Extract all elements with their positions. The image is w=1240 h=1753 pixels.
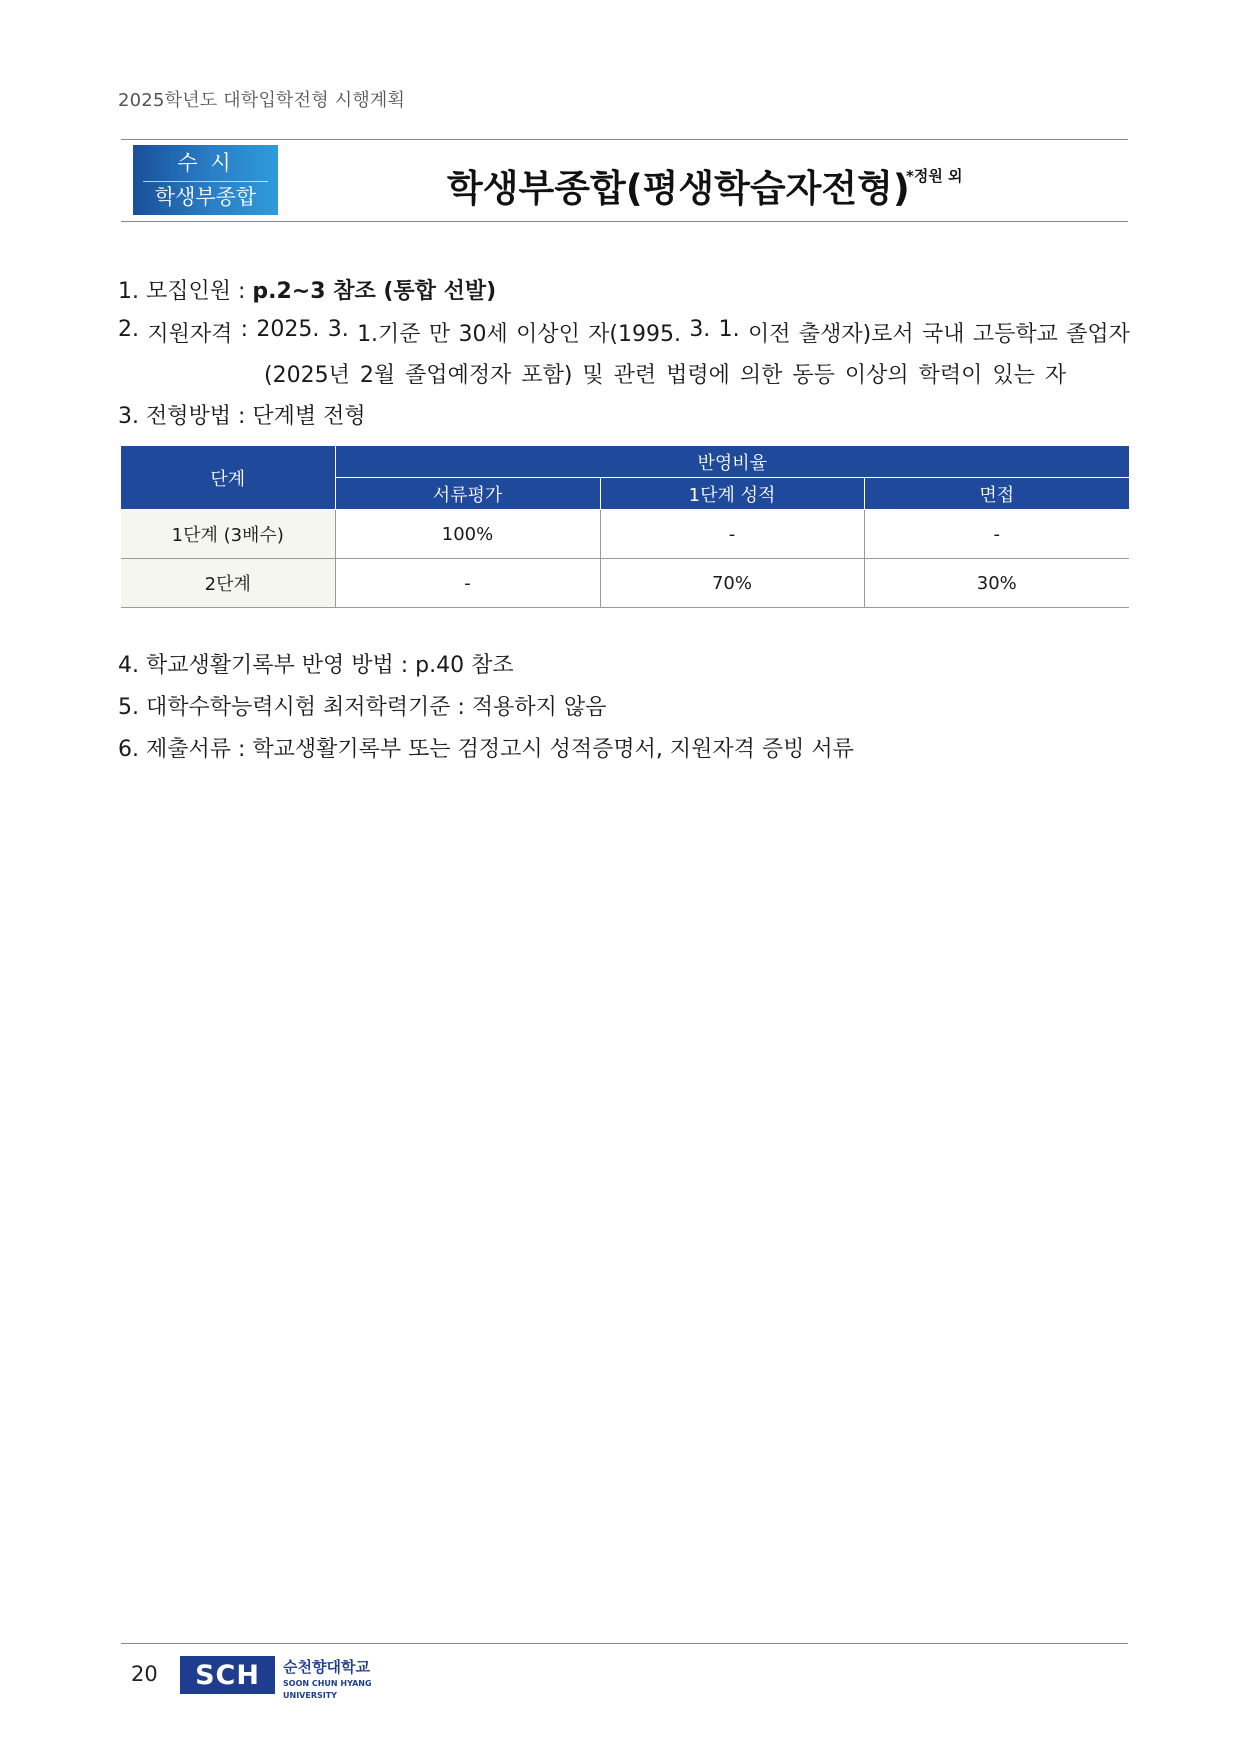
eligibility-word: 3. [689, 317, 711, 342]
header-stage1-score: 1단계 성적 [600, 478, 864, 510]
document-header: 2025학년도 대학입학전형 시행계획 [118, 90, 406, 111]
university-name-en-2: UNIVERSITY [283, 1691, 337, 1700]
university-name-en-1: SOON CHUN HYANG [283, 1679, 372, 1688]
table-row [121, 559, 1129, 608]
eligibility-word: 만 [428, 322, 451, 347]
ratio-table [121, 445, 1129, 608]
eligibility-word: 2025. [256, 317, 320, 342]
table-cell: - [335, 559, 600, 608]
item-eligibility-line2: (2025년 2월 졸업예정자 포함) 및 관련 법령에 의한 동등 이상의 학력이 있는 자 [264, 363, 1067, 388]
page-number: 20 [131, 1662, 158, 1686]
item-recruitment-label: 1. 모집인원 : [118, 279, 253, 304]
page-title: 학생부종합(평생학습자전형) [447, 167, 910, 210]
item-minimum-standard: 5. 대학수학능력시험 최저학력기준 : 적용하지 않음 [118, 695, 607, 720]
top-divider [121, 139, 1128, 140]
eligibility-word: 자(1995. [588, 322, 681, 347]
item-method: 3. 전형방법 : 단계별 전형 [118, 404, 366, 429]
item-documents: 6. 제출서류 : 학교생활기록부 또는 검정고시 성적증명서, 지원자격 증빙 서류 [118, 737, 854, 762]
eligibility-word: 고등학교 [972, 322, 1058, 347]
title-divider [121, 221, 1128, 222]
item-recruitment [118, 274, 496, 305]
eligibility-word: 3. [327, 317, 349, 342]
eligibility-word: 이상인 [516, 322, 580, 347]
badge-line1: 수 시 [177, 151, 234, 175]
title-note: *정원 외 [906, 167, 963, 185]
table-row [121, 510, 1129, 559]
eligibility-word: 이전 [747, 322, 791, 347]
sch-logo [180, 1656, 275, 1694]
eligibility-word: 졸업자 [1066, 322, 1130, 347]
eligibility-word: 지원자격 [147, 322, 233, 347]
header-ratio: 반영비율 [335, 446, 1129, 478]
badge-line2: 학생부종합 [154, 185, 257, 209]
header-stage: 단계 [121, 446, 335, 510]
table-cell: - [864, 510, 1129, 559]
row-stage: 2단계 [121, 559, 335, 608]
eligibility-word: 1.기준 [357, 322, 421, 347]
eligibility-word: 출생자)로서 [798, 322, 914, 347]
eligibility-word: 1. [718, 317, 740, 342]
item-eligibility-line1 [118, 317, 1130, 348]
table-cell: - [600, 510, 864, 559]
table-cell: 30% [864, 559, 1129, 608]
table-cell: 100% [335, 510, 600, 559]
row-stage: 1단계 (3배수) [121, 510, 335, 559]
header-document-eval: 서류평가 [335, 478, 600, 510]
item-record-method: 4. 학교생활기록부 반영 방법 : p.40 참조 [118, 653, 514, 678]
eligibility-word: 30세 [458, 322, 508, 347]
university-name-ko: 순천향대학교 [283, 1658, 370, 1676]
item-recruitment-value: p.2~3 참조 (통합 선발) [252, 279, 497, 304]
university-name [283, 1656, 372, 1701]
eligibility-word: : [240, 317, 249, 342]
logo-text: SCH [195, 1660, 260, 1691]
footer-divider [121, 1643, 1128, 1644]
category-badge [133, 145, 278, 215]
eligibility-word: 국내 [921, 322, 965, 347]
eligibility-word: 2. [118, 317, 139, 342]
header-interview: 면접 [864, 478, 1129, 510]
table-cell: 70% [600, 559, 864, 608]
badge-separator [143, 181, 268, 182]
